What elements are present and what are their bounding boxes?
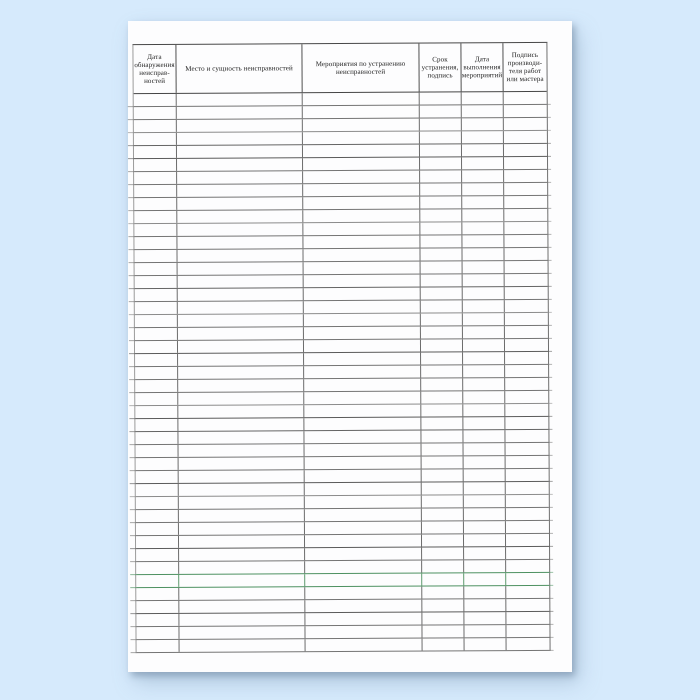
table-cell bbox=[421, 599, 463, 611]
table-cell bbox=[302, 132, 419, 145]
table-cell bbox=[421, 534, 463, 546]
table-cell bbox=[505, 534, 549, 546]
table-cell bbox=[419, 157, 461, 169]
table-cell bbox=[505, 456, 549, 468]
header-label-line: неисправ- bbox=[139, 68, 170, 78]
table-cell bbox=[135, 276, 177, 288]
header-label-line: мероприятий bbox=[461, 71, 503, 80]
table-cell bbox=[421, 495, 463, 507]
table-cell bbox=[419, 92, 461, 104]
table-cell bbox=[178, 509, 304, 522]
table-cell bbox=[136, 562, 178, 574]
table-cell bbox=[464, 638, 506, 650]
table-cell bbox=[503, 183, 547, 195]
table-cell bbox=[462, 378, 504, 390]
table-cell bbox=[504, 378, 548, 390]
table-cell bbox=[504, 274, 548, 286]
table-cell bbox=[503, 92, 547, 104]
table-cell bbox=[503, 105, 547, 117]
table-cell bbox=[503, 118, 547, 130]
table-cell bbox=[135, 289, 177, 301]
table-cell bbox=[504, 300, 548, 312]
table-cell bbox=[136, 549, 178, 561]
table-cell bbox=[303, 379, 420, 392]
table-cell bbox=[504, 326, 548, 338]
table-cell bbox=[177, 353, 303, 366]
table-cell bbox=[178, 561, 304, 574]
table-cell bbox=[506, 638, 550, 650]
table-cell bbox=[419, 235, 461, 247]
table-cell bbox=[178, 587, 304, 600]
table-cell bbox=[421, 547, 463, 559]
table-cell bbox=[177, 431, 303, 444]
header-label-line: Место и сущность неисправностей bbox=[185, 64, 293, 73]
table-cell bbox=[137, 640, 179, 652]
table-cell bbox=[462, 326, 504, 338]
paper-sheet bbox=[128, 21, 572, 672]
table-cell bbox=[463, 521, 505, 533]
table-cell bbox=[503, 131, 547, 143]
table-cell bbox=[461, 196, 503, 208]
table-cell bbox=[302, 249, 419, 262]
header-cell-measures bbox=[301, 44, 418, 93]
table-cell bbox=[421, 560, 463, 572]
table-cell bbox=[463, 586, 505, 598]
table-cell bbox=[134, 185, 176, 197]
header-label-line: Дата bbox=[147, 52, 162, 62]
table-cell bbox=[461, 144, 503, 156]
table-cell bbox=[303, 327, 420, 340]
table-cell bbox=[176, 132, 302, 145]
table-cell bbox=[176, 223, 302, 236]
table-cell bbox=[461, 235, 503, 247]
table-cell bbox=[421, 625, 463, 637]
table-cell bbox=[135, 354, 177, 366]
table-cell bbox=[134, 133, 176, 145]
table-cell bbox=[505, 547, 549, 559]
table-cell bbox=[135, 419, 177, 431]
table-cell bbox=[462, 287, 504, 299]
table-cell bbox=[420, 417, 462, 429]
table-cell bbox=[134, 224, 176, 236]
table-cell bbox=[305, 639, 422, 652]
table-cell bbox=[461, 118, 503, 130]
table-cell bbox=[302, 223, 419, 236]
table-cell bbox=[421, 521, 463, 533]
table-cell bbox=[304, 535, 421, 548]
table-cell bbox=[463, 495, 505, 507]
table-cell bbox=[304, 470, 421, 483]
table-cell bbox=[303, 301, 420, 314]
table-cell bbox=[463, 573, 505, 585]
table-cell bbox=[302, 184, 419, 197]
table-cell bbox=[303, 353, 420, 366]
table-cell bbox=[136, 458, 178, 470]
header-cell-completion-date bbox=[460, 43, 502, 91]
table-cell bbox=[420, 274, 462, 286]
table-cell bbox=[461, 105, 503, 117]
table-cell bbox=[135, 380, 177, 392]
table-cell bbox=[461, 157, 503, 169]
table-cell bbox=[302, 119, 419, 132]
table-cell bbox=[177, 301, 303, 314]
table-row bbox=[137, 638, 550, 653]
table-cell bbox=[462, 300, 504, 312]
table-cell bbox=[419, 105, 461, 117]
table-cell bbox=[176, 249, 302, 262]
table-cell bbox=[303, 275, 420, 288]
table-cell bbox=[462, 391, 504, 403]
header-label-line: производи- bbox=[507, 58, 543, 68]
table-cell bbox=[302, 171, 419, 184]
table-cell bbox=[304, 574, 421, 587]
table-cell bbox=[304, 522, 421, 535]
table-cell bbox=[462, 352, 504, 364]
table-cell bbox=[463, 456, 505, 468]
table-cell bbox=[503, 248, 547, 260]
table-cell bbox=[420, 339, 462, 351]
table-cell bbox=[177, 366, 303, 379]
table-cell bbox=[136, 497, 178, 509]
table-cell bbox=[421, 612, 463, 624]
table-cell bbox=[136, 614, 178, 626]
table-header-row bbox=[133, 43, 546, 94]
table-cell bbox=[505, 495, 549, 507]
table-cell bbox=[304, 587, 421, 600]
table-cell bbox=[177, 262, 303, 275]
header-label-line: Срок bbox=[432, 55, 448, 64]
table-cell bbox=[304, 496, 421, 509]
header-label-line: выполнения bbox=[463, 63, 501, 72]
table-cell bbox=[136, 588, 178, 600]
header-cell-foreman-signature bbox=[502, 43, 546, 91]
table-cell bbox=[178, 600, 304, 613]
table-cell bbox=[462, 339, 504, 351]
table-cell bbox=[178, 574, 304, 587]
table-cell bbox=[304, 613, 421, 626]
table-cell bbox=[303, 418, 420, 431]
table-cell bbox=[303, 314, 420, 327]
table-cell bbox=[176, 184, 302, 197]
table-cell bbox=[505, 521, 549, 533]
table-cell bbox=[421, 456, 463, 468]
header-label-line: теля работ bbox=[508, 66, 542, 76]
table-cell bbox=[505, 573, 549, 585]
table-cell bbox=[134, 159, 176, 171]
table-cell bbox=[503, 170, 547, 182]
table-cell bbox=[419, 118, 461, 130]
table-cell bbox=[303, 405, 420, 418]
table-cell bbox=[176, 210, 302, 223]
table-cell bbox=[176, 93, 302, 106]
table-cell bbox=[505, 586, 549, 598]
table-cell bbox=[134, 211, 176, 223]
table-cell bbox=[177, 405, 303, 418]
table-cell bbox=[504, 313, 548, 325]
table-cell bbox=[463, 534, 505, 546]
table-cell bbox=[420, 300, 462, 312]
table-cell bbox=[462, 417, 504, 429]
table-cell bbox=[303, 340, 420, 353]
defects-log-table bbox=[132, 42, 550, 653]
table-cell bbox=[135, 432, 177, 444]
table-cell bbox=[462, 261, 504, 273]
table-cell bbox=[304, 483, 421, 496]
header-label-line: подпись bbox=[427, 71, 453, 80]
table-cell bbox=[420, 313, 462, 325]
table-cell bbox=[302, 145, 419, 158]
table-cell bbox=[179, 639, 305, 652]
table-cell bbox=[135, 328, 177, 340]
table-cell bbox=[178, 457, 304, 470]
table-cell bbox=[420, 261, 462, 273]
table-cell bbox=[463, 625, 505, 637]
table-cell bbox=[303, 366, 420, 379]
table-cell bbox=[504, 339, 548, 351]
table-cell bbox=[135, 367, 177, 379]
table-cell bbox=[421, 586, 463, 598]
table-cell bbox=[463, 469, 505, 481]
table-cell bbox=[135, 263, 177, 275]
table-cell bbox=[505, 508, 549, 520]
table-cell bbox=[135, 341, 177, 353]
table-cell bbox=[420, 378, 462, 390]
table-body bbox=[134, 92, 550, 653]
table-cell bbox=[504, 430, 548, 442]
table-cell bbox=[134, 107, 176, 119]
table-cell bbox=[419, 144, 461, 156]
table-cell bbox=[422, 638, 464, 650]
table-cell bbox=[463, 547, 505, 559]
table-cell bbox=[420, 287, 462, 299]
table-cell bbox=[177, 327, 303, 340]
table-cell bbox=[136, 510, 178, 522]
table-cell bbox=[304, 561, 421, 574]
table-cell bbox=[302, 158, 419, 171]
table-cell bbox=[303, 392, 420, 405]
table-cell bbox=[419, 170, 461, 182]
table-cell bbox=[178, 483, 304, 496]
table-cell bbox=[303, 431, 420, 444]
table-cell bbox=[302, 93, 419, 106]
table-cell bbox=[136, 484, 178, 496]
table-cell bbox=[176, 106, 302, 119]
table-cell bbox=[419, 131, 461, 143]
table-cell bbox=[461, 183, 503, 195]
table-cell bbox=[505, 560, 549, 572]
table-cell bbox=[136, 601, 178, 613]
table-cell bbox=[462, 430, 504, 442]
table-cell bbox=[135, 393, 177, 405]
table-cell bbox=[421, 443, 463, 455]
table-cell bbox=[177, 275, 303, 288]
table-cell bbox=[505, 443, 549, 455]
table-cell bbox=[134, 237, 176, 249]
table-cell bbox=[136, 536, 178, 548]
table-cell bbox=[178, 535, 304, 548]
table-cell bbox=[419, 222, 461, 234]
header-cell-defect-date bbox=[133, 45, 175, 93]
table-cell bbox=[421, 573, 463, 585]
table-cell bbox=[420, 430, 462, 442]
table-cell bbox=[177, 418, 303, 431]
table-cell bbox=[178, 496, 304, 509]
table-cell bbox=[177, 392, 303, 405]
table-cell bbox=[304, 548, 421, 561]
table-cell bbox=[136, 445, 178, 457]
table-cell bbox=[176, 145, 302, 158]
table-cell bbox=[505, 599, 549, 611]
table-cell bbox=[135, 406, 177, 418]
table-cell bbox=[463, 482, 505, 494]
table-cell bbox=[304, 600, 421, 613]
table-cell bbox=[136, 523, 178, 535]
table-cell bbox=[461, 92, 503, 104]
table-cell bbox=[461, 209, 503, 221]
table-cell bbox=[419, 209, 461, 221]
table-cell bbox=[176, 236, 302, 249]
table-cell bbox=[302, 236, 419, 249]
table-cell bbox=[461, 170, 503, 182]
table-cell bbox=[302, 197, 419, 210]
table-cell bbox=[304, 444, 421, 457]
table-cell bbox=[134, 94, 176, 106]
table-cell bbox=[176, 119, 302, 132]
table-cell bbox=[462, 404, 504, 416]
table-cell bbox=[504, 365, 548, 377]
table-cell bbox=[503, 222, 547, 234]
table-cell bbox=[461, 248, 503, 260]
table-cell bbox=[136, 471, 178, 483]
header-label-line: Мероприятия по устранению bbox=[315, 59, 406, 69]
table-cell bbox=[134, 172, 176, 184]
header-label-line: или мастера bbox=[506, 74, 544, 84]
header-label-line: ностей bbox=[144, 76, 166, 86]
table-cell bbox=[461, 131, 503, 143]
table-cell bbox=[503, 196, 547, 208]
table-cell bbox=[134, 120, 176, 132]
table-cell bbox=[177, 314, 303, 327]
table-cell bbox=[178, 626, 304, 639]
table-cell bbox=[134, 146, 176, 158]
table-cell bbox=[134, 198, 176, 210]
table-cell bbox=[504, 352, 548, 364]
table-cell bbox=[463, 560, 505, 572]
table-cell bbox=[463, 443, 505, 455]
table-cell bbox=[462, 365, 504, 377]
table-cell bbox=[420, 352, 462, 364]
table-cell bbox=[176, 197, 302, 210]
table-cell bbox=[421, 482, 463, 494]
table-cell bbox=[177, 379, 303, 392]
table-cell bbox=[302, 210, 419, 223]
table-cell bbox=[136, 627, 178, 639]
header-label-line: Подпись bbox=[511, 50, 539, 60]
table-cell bbox=[420, 326, 462, 338]
table-cell bbox=[462, 313, 504, 325]
table-cell bbox=[504, 391, 548, 403]
table-cell bbox=[463, 599, 505, 611]
table-cell bbox=[178, 470, 304, 483]
table-cell bbox=[303, 262, 420, 275]
table-cell bbox=[505, 482, 549, 494]
table-cell bbox=[504, 287, 548, 299]
table-cell bbox=[135, 302, 177, 314]
table-cell bbox=[134, 250, 176, 262]
table-cell bbox=[504, 404, 548, 416]
table-cell bbox=[420, 391, 462, 403]
table-cell bbox=[505, 625, 549, 637]
header-label-line: Дата bbox=[474, 55, 490, 64]
header-label-line: устранения, bbox=[421, 63, 459, 72]
table-cell bbox=[461, 222, 503, 234]
table-cell bbox=[303, 288, 420, 301]
table-cell bbox=[178, 444, 304, 457]
table-cell bbox=[178, 548, 304, 561]
table-cell bbox=[177, 340, 303, 353]
table-cell bbox=[176, 158, 302, 171]
table-cell bbox=[503, 235, 547, 247]
table-cell bbox=[503, 144, 547, 156]
table-cell bbox=[419, 248, 461, 260]
table-cell bbox=[304, 626, 421, 639]
table-cell bbox=[304, 509, 421, 522]
header-cell-deadline-signature bbox=[418, 43, 460, 91]
header-label-line: неисправностей bbox=[335, 67, 386, 77]
table-cell bbox=[462, 274, 504, 286]
table-cell bbox=[420, 404, 462, 416]
table-cell bbox=[136, 575, 178, 587]
table-cell bbox=[176, 171, 302, 184]
header-cell-defect-place bbox=[175, 44, 301, 93]
table-cell bbox=[421, 469, 463, 481]
table-cell bbox=[302, 106, 419, 119]
table-cell bbox=[304, 457, 421, 470]
table-cell bbox=[503, 157, 547, 169]
table-cell bbox=[504, 261, 548, 273]
table-cell bbox=[178, 522, 304, 535]
table-cell bbox=[503, 209, 547, 221]
table-cell bbox=[419, 183, 461, 195]
table-cell bbox=[420, 365, 462, 377]
table-cell bbox=[463, 612, 505, 624]
table-cell bbox=[178, 613, 304, 626]
table-cell bbox=[177, 288, 303, 301]
table-cell bbox=[135, 315, 177, 327]
table-cell bbox=[463, 508, 505, 520]
table-cell bbox=[505, 612, 549, 624]
header-label-line: обнаружения bbox=[134, 60, 175, 70]
table-cell bbox=[421, 508, 463, 520]
table-cell bbox=[504, 417, 548, 429]
table-cell bbox=[419, 196, 461, 208]
table-cell bbox=[505, 469, 549, 481]
